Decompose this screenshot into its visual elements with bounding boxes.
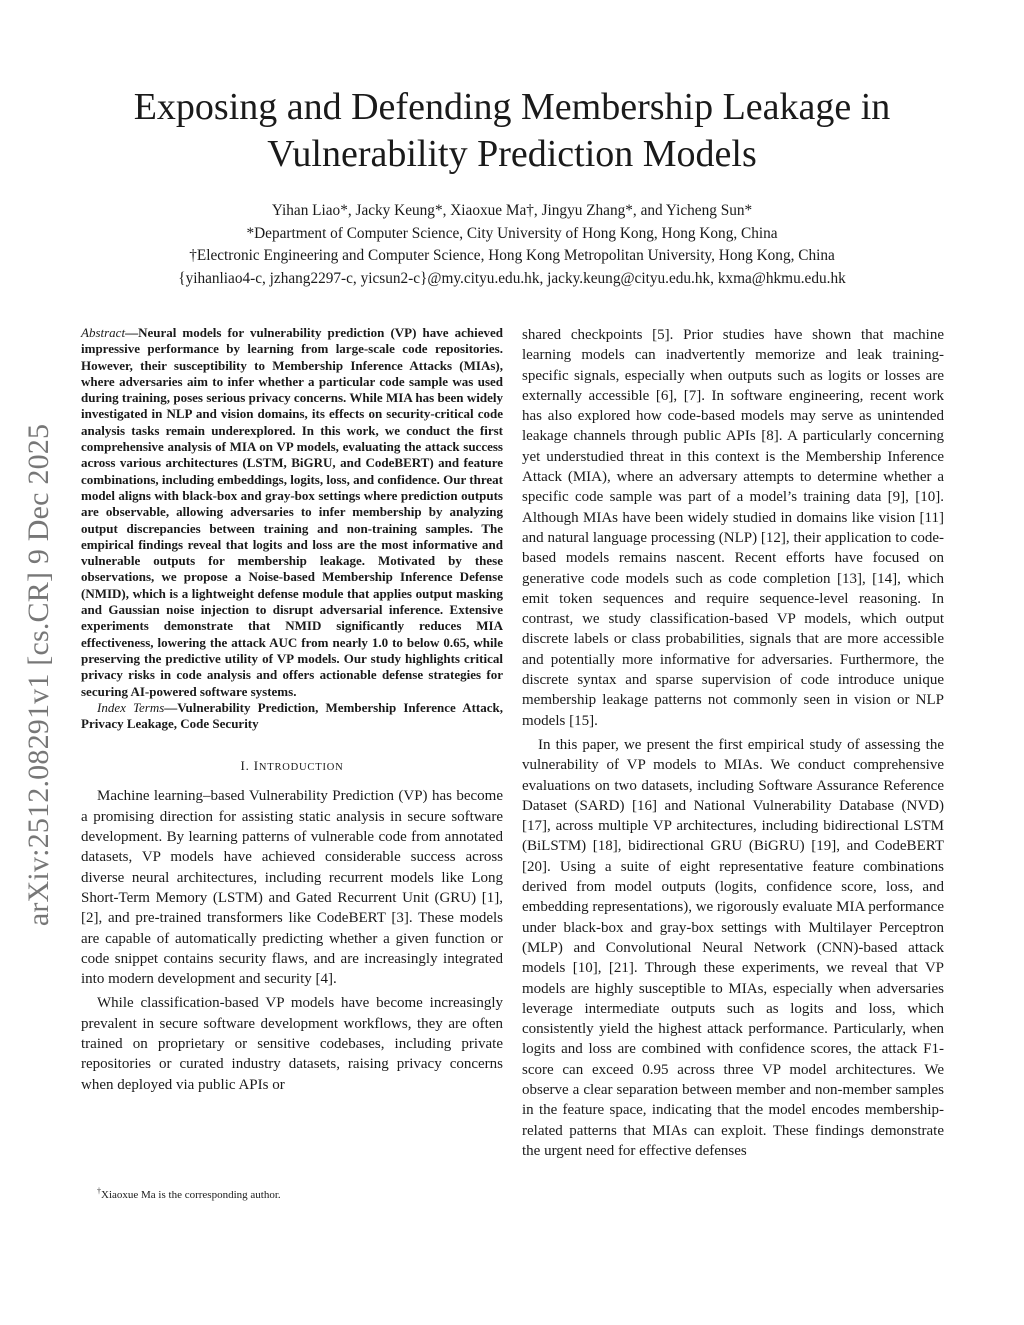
title-line-1: Exposing and Defending Membership Leakage in bbox=[133, 86, 891, 128]
abstract-text: —Neural models for vulnerability prediction (VP) have achieved impressive performance by learning from large-scale code repositories. However, their susceptibility to Membership Inference Attacks (MIAs), where adversaries aim to infer whether a particular code sample was used during training, poses serious privacy concerns. While MIA has been widely investigated in NLP and vision domains, its effects on security-critical code analysis tasks remain underexplored. In this work, we conduct the first comprehensive analysis of MIA on VP models, evaluating the attack success across various architectures (LSTM, BiGRU, and CodeBERT) and feature combinations, including embeddings, logits, loss, and confidence. Our threat model aligns with black-box and gray-box settings where prediction outputs are observable, allowing adversaries to infer membership by analyzing output discrepancies between training and non-training samples. The empirical findings reveal that logits and loss are the most informative and vulnerable outputs for membership leakage. Motivated by these observations, we propose a Noise-based Membership Inference Defense (NMID), which is a lightweight defense module that applies output masking and Gaussian noise injection to disrupt adversarial inference. Extensive experiments demonstrate that NMID significantly reduces MIA effectiveness, lowering the attack AUC from nearly 1.0 to below 0.65, while preserving the predictive utility of VP models. Our study highlights critical privacy risks in code analysis and offers actionable defense strategies for securing AI-powered software systems. bbox=[81, 325, 503, 699]
arxiv-identifier: arXiv:2512.08291v1 [cs.CR] 9 Dec 2025 bbox=[22, 423, 55, 927]
section-title-rest: NTRODUCTION bbox=[258, 762, 344, 774]
author-emails: {yihanliao4-c, jzhang2297-c, yicsun2-c}@my.cityu.edu.hk, jacky.keung@cityu.edu.hk, kxma@hkmu.edu.hk bbox=[178, 269, 846, 287]
footnote-mark: † bbox=[97, 1186, 101, 1196]
section-number: I. bbox=[240, 758, 250, 774]
author-block bbox=[60, 200, 964, 290]
index-terms-label: Index Terms bbox=[97, 699, 165, 715]
abstract-label: Abstract bbox=[81, 325, 126, 340]
left-column bbox=[81, 325, 503, 1095]
paper-title bbox=[60, 84, 964, 178]
section-heading-introduction bbox=[81, 758, 503, 774]
title-line-2: Vulnerability Prediction Models bbox=[267, 133, 757, 175]
right-column bbox=[522, 325, 944, 1161]
section-title-initial: I bbox=[253, 758, 259, 774]
intro-paragraph-2: While classification-based VP models have become increasingly prevalent in secure software development workflows, they are often trained on proprietary or sensitive codebases, including private repositories or curated industry datasets, raising privacy concerns when deployed via public APIs or bbox=[81, 995, 503, 1093]
index-terms bbox=[81, 700, 503, 733]
abstract bbox=[81, 325, 503, 700]
intro-paragraph-1: Machine learning–based Vulnerability Prediction (VP) has become a promising direction for assisting static analysis in secure software development. By learning patterns of vulnerable code from annotated datasets, VP models have achieved considerable success across diverse neural architectures, including recurrent models like Long Short-Term Memory (LSTM) and Gated Recurrent Unit (GRU) [1], [2], and pre-trained transformers like CodeBERT [3]. These models are capable of automatically predicting whether a given function or code snippet contains security flaws, and are increasingly integrated into modern development and security [4]. bbox=[81, 788, 503, 988]
arxiv-sidebar bbox=[16, 375, 62, 975]
intro-paragraph-4: In this paper, we present the first empirical study of assessing the vulnerability of VP models to MIAs. We conduct comprehensive evaluations on two datasets, including Software Assurance Reference Dataset (SARD) [16] and National Vulnerability Database (NVD) [17], across multiple VP architectures, including bidirectional LSTM (BiLSTM) [18], bidirectional GRU (BiGRU) [19], and CodeBERT [20]. Using a suite of eight representative feature combinations derived from model outputs (logits, confidence score, loss, and embedding representations), we rigorously evaluate MIA performance under black-box and gray-box settings with Multilayer Perceptron (MLP) and Convolutional Neural Network (CNN)-based attack models [10], [21]. Through these experiments, we reveal that VP models are highly susceptible to MIAs, especially when adversaries leverage intermediate outputs such as logits and loss, which consistently yield the highest attack performance. Particularly, when logits and loss are combined with confidence scores, the attack F1-score can exceed 0.95 across three VP model architectures. We observe a clear separation between member and non-member samples in the feature space, indicating that the model encodes membership-related patterns that MIAs can exploit. These findings demonstrate the urgent need for effective defenses bbox=[522, 736, 944, 1159]
index-terms-text: —Vulnerability Prediction, Membership Inference Attack, Privacy Leakage, Code Security bbox=[81, 699, 504, 732]
intro-paragraph-3: shared checkpoints [5]. Prior studies have shown that machine learning models can inadvertently memorize and leak training-specific signals, especially when outputs such as logits or losses are externally accessible [6], [7]. In software engineering, recent work has also explored how code-based models may serve as unintended leakage channels through public APIs [8]. A particularly concerning yet understudied threat in this context is the Membership Inference Attack (MIA), where an adversary attempts to determine whether a specific code sample was part of a model’s training data [9], [10]. Although MIAs have been widely studied in domains like vision [11] and natural language processing (NLP) [12], their application to code-based models remains nascent. Recent efforts have focused on generative code models such as code completion [13], [14], which emit token sequences and require sequence-level reasoning. In contrast, we study classification-based VP models, which output discrete labels or class probabilities, signals that are more accessible and potentially more informative for adversaries. Furthermore, the discrete syntax and sparse supervision of code introduce unique membership leakage patterns not commonly seen in vision or NLP models [15]. bbox=[522, 327, 944, 729]
affiliation-2: †Electronic Engineering and Computer Science, Hong Kong Metropolitan University, Hong Kong, China bbox=[189, 247, 835, 264]
affiliation-1: *Department of Computer Science, City University of Hong Kong, Hong Kong, China bbox=[246, 224, 778, 242]
footnote-text: Xiaoxue Ma is the corresponding author. bbox=[101, 1189, 281, 1201]
author-names: Yihan Liao*, Jacky Keung*, Xiaoxue Ma†, Jingyu Zhang*, and Yicheng Sun* bbox=[271, 202, 753, 219]
footnote bbox=[81, 1188, 519, 1202]
